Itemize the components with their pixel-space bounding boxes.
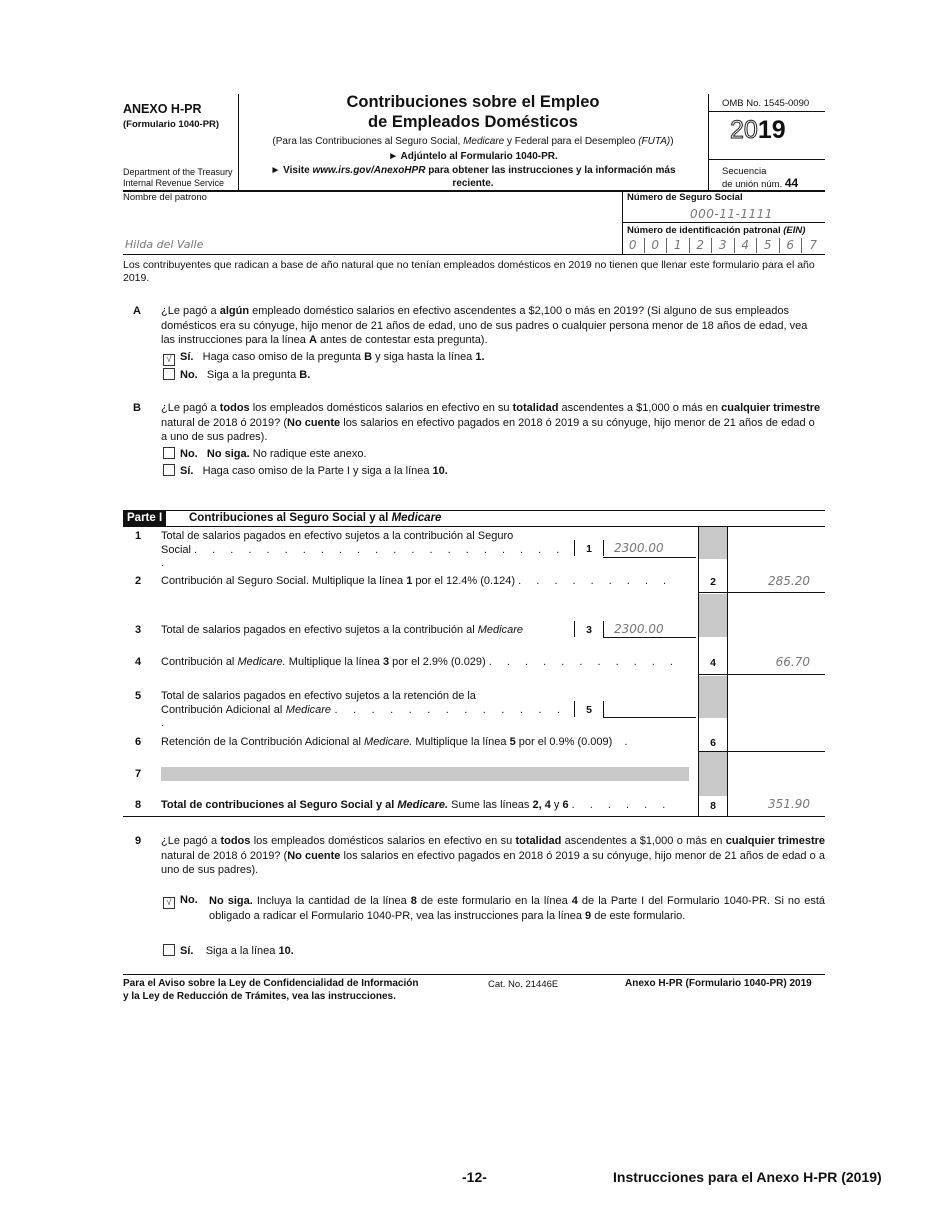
footer-rule [123,974,825,975]
sequence-label-2: de unión núm. 44 [722,176,799,190]
line-4-underline [698,674,825,675]
box-column-right-border [727,527,728,817]
ein-digit: 6 [780,238,803,253]
line-3-box-right [603,621,604,637]
line-3-text: Total de salarios pagados en efectivo sujetos a la contribución al Medicare [161,624,523,636]
visit-instruction: ► Visite www.irs.gov/AnexoHPR para obtener las instrucciones y la información más reciente. [270,165,676,189]
question-b-no-checkbox[interactable] [163,447,175,459]
line-5-number: 5 [135,690,142,702]
line-8-number: 8 [135,799,142,811]
sequence-label-1: Secuencia [722,166,767,177]
part-1-header [123,510,825,526]
year-divider [708,159,825,160]
line-8-box-number: 8 [710,800,716,812]
question-a-yes-option: √ Sí. Haga caso omiso de la pregunta B y siga hasta la línea 1. [163,351,485,366]
line-6-box-number: 6 [710,737,716,749]
line-9-yes-checkbox[interactable] [163,944,175,956]
footer-form-id: Anexo H-PR (Formulario 1040-PR) 2019 [625,978,812,989]
header-divider-right [708,94,709,190]
ein-digit: 5 [757,238,780,253]
line-3-number: 3 [135,624,142,636]
line-5-gray-cell [699,676,727,718]
line-4-text: Contribución al Medicare. Multiplique la línea 3 por el 2.9% (0.029) . . . . . . . . . . . [161,656,679,668]
question-a-yes-checkbox[interactable]: √ [163,354,175,366]
line-6-underline [698,751,825,752]
line-1-amount-field[interactable]: 2300.00 [614,541,664,555]
line-7-number: 7 [135,768,142,780]
omb-divider [708,111,825,112]
line-1-gray-cell [699,527,727,559]
ssn-label: Número de Seguro Social [627,192,743,203]
employer-name-field[interactable]: Hilda del Valle [125,238,204,251]
line-3-box-number: 3 [586,624,592,636]
tax-year: 2019 [730,116,786,144]
omb-number: OMB No. 1545-0090 [722,98,810,109]
department-line-2: Internal Revenue Service [123,178,225,188]
question-b-yes-checkbox[interactable] [163,464,175,476]
line-3-underline [603,637,696,638]
line-5-amount-field[interactable] [604,701,696,717]
ssn-ein-divider [622,222,825,223]
line-9-no-checkbox[interactable]: √ [163,897,175,909]
line-3-gray-cell [699,594,727,637]
ssn-field[interactable]: 000-11-1111 [690,207,773,221]
line-2-number: 2 [135,575,142,587]
line-3-amount-field[interactable]: 2300.00 [614,622,664,636]
part-1-title: Contribuciones al Seguro Social y al Medicare [189,512,442,524]
line-1-box-number: 1 [586,543,592,555]
footer-privacy-line-1: Para el Aviso sobre la Ley de Confidencialidad de Información [123,978,419,989]
form-title-line-2: de Empleados Domésticos [368,113,578,131]
ein-digit: 7 [809,238,818,252]
line-2-box-number: 2 [710,576,716,588]
ein-digit: 0 [645,238,668,253]
line-9-no-text: No siga. Incluya la cantidad de la línea 8 de este formulario en la línea 4 de la Parte I del Formulario 1040-PR. Si no está obligado a radicar el Formulario 1040-PR, vea las instrucciones para la línea 9 de este formulario. [209,895,825,922]
question-a-no-option: No. Siga a la pregunta B. [163,368,310,381]
page-number: -12- [462,1169,487,1185]
line-8-amount-field[interactable]: 351.90 [768,797,810,811]
ein-field[interactable] [622,238,825,253]
line-4-amount-field[interactable]: 66.70 [775,655,810,669]
line-9-yes-option: Sí. Siga a la línea 10. [163,944,294,957]
question-a-no-checkbox[interactable] [163,368,175,380]
form-name: ANEXO H-PR [123,102,202,116]
irs-url-link[interactable]: www.irs.gov/AnexoHPR [312,165,426,176]
form-title-parenthetical: (Para las Contribuciones al Seguro Social, Medicare y Federal para el Desempleo (FUTA)) [272,136,674,147]
line-1-text: Total de salarios pagados en efectivo sujetos a la contribución al Seguro Social . . . . . . . . . . . . . . . . . . . . . . [161,530,566,569]
intro-text: Los contribuyentes que radican a base de año natural que no tenían empleados domésticos en 2019 no tienen que llenar este formulario para el año 2019. [123,259,815,284]
name-bottom-rule [123,254,825,255]
line-1-box-right [603,540,604,556]
question-b-yes-option: Sí. Haga caso omiso de la Parte I y siga a la línea 10. [163,464,448,477]
line-5-underline [603,717,696,718]
form-subtitle: (Formulario 1040-PR) [123,119,220,130]
line-9-text: ¿Le pagó a todos los empleados domésticos salarios en efectivo en su totalidad ascendentes a $1,000 o más en cualquier trimestre natural de 2018 ó 2019? (No cuente los salarios en efectivo pagados en 2018 ó 2019 a su cónyuge, hijo menor de 21 años de edad o a uno de sus padres). [161,835,826,876]
sequence-number: 44 [784,176,799,190]
line-8-text: Total de contribuciones al Seguro Social y al Medicare. Sume las líneas 2, 4 y 6 . . . . . . [161,799,672,811]
attach-instruction: ► Adjúntelo al Formulario 1040-PR. [388,151,558,162]
employer-name-label: Nombre del patrono [123,192,207,203]
line-2-amount-field[interactable]: 285.20 [768,574,810,588]
question-b-no-option: No. No siga. No radique este anexo. [163,447,367,460]
line-4-number: 4 [135,656,142,668]
line-7-shaded-bar [161,767,689,781]
part-1-label: Parte I [123,511,166,526]
line-6-number: 6 [135,736,142,748]
footer-privacy-line-2: y la Ley de Reducción de Trámites, vea las instrucciones. [123,991,396,1002]
line-6-text: Retención de la Contribución Adicional al Medicare. Multiplique la línea 5 por el 0.9% (0.009) . [161,736,634,748]
line-5-box-number: 5 [586,704,592,716]
line-7-gray-cell [699,752,727,796]
ein-digit: 3 [712,238,735,253]
ein-digit: 0 [622,238,645,253]
question-a-letter: A [133,305,141,317]
line-2-text: Contribución al Seguro Social. Multiplique la línea 1 por el 12.4% (0.124) . . . . . . . . . [161,575,673,587]
question-a-text: ¿Le pagó a algún empleado doméstico salarios en efectivo ascendentes a $2,100 o más en 2019? (Si alguno de sus empleados domésticos era su cónyuge, hijo menor de 21 años de edad, uno de sus padres o cualquier persona menor de 18 años de edad, vea las instrucciones para la línea A antes de contestar esta pregunta). [161,305,808,346]
ein-digit: 4 [735,238,758,253]
line-1-underline [603,557,696,558]
header-divider-left [238,94,239,190]
ein-digit: 2 [690,238,713,253]
line-9-no-checkbox-wrap: √ No. [163,894,198,909]
line-9-number: 9 [135,835,142,847]
ein-label: Número de identificación patronal (EIN) [627,225,806,236]
question-b-text: ¿Le pagó a todos los empleados domésticos salarios en efectivo en su totalidad ascendentes a $1,000 o más en cualquier trimestre natural de 2018 ó 2019? (No cuente los salarios en efectivo pagados en 2018 ó 2019 a su cónyuge, hijo menor de 21 años de edad o a uno de sus padres). [161,402,821,443]
ein-digit: 1 [667,238,690,253]
line-2-underline [698,592,825,593]
question-b-letter: B [133,402,141,414]
line-6-amount-field[interactable] [730,733,825,750]
department-line-1: Department of the Treasury [123,167,233,177]
catalog-number: Cat. No. 21446E [488,979,559,990]
page-running-title: Instrucciones para el Anexo H-PR (2019) [613,1169,882,1185]
form-title-line-1: Contribuciones sobre el Empleo [346,93,600,111]
part-1-bottom-rule [123,816,825,817]
line-1-number: 1 [135,530,142,542]
line-5-text: Total de salarios pagados en efectivo sujetos a la retención de la Contribución Adicional al Medicare . . . . . . . . . . . . . . [161,690,566,729]
line-4-box-number: 4 [710,657,716,669]
